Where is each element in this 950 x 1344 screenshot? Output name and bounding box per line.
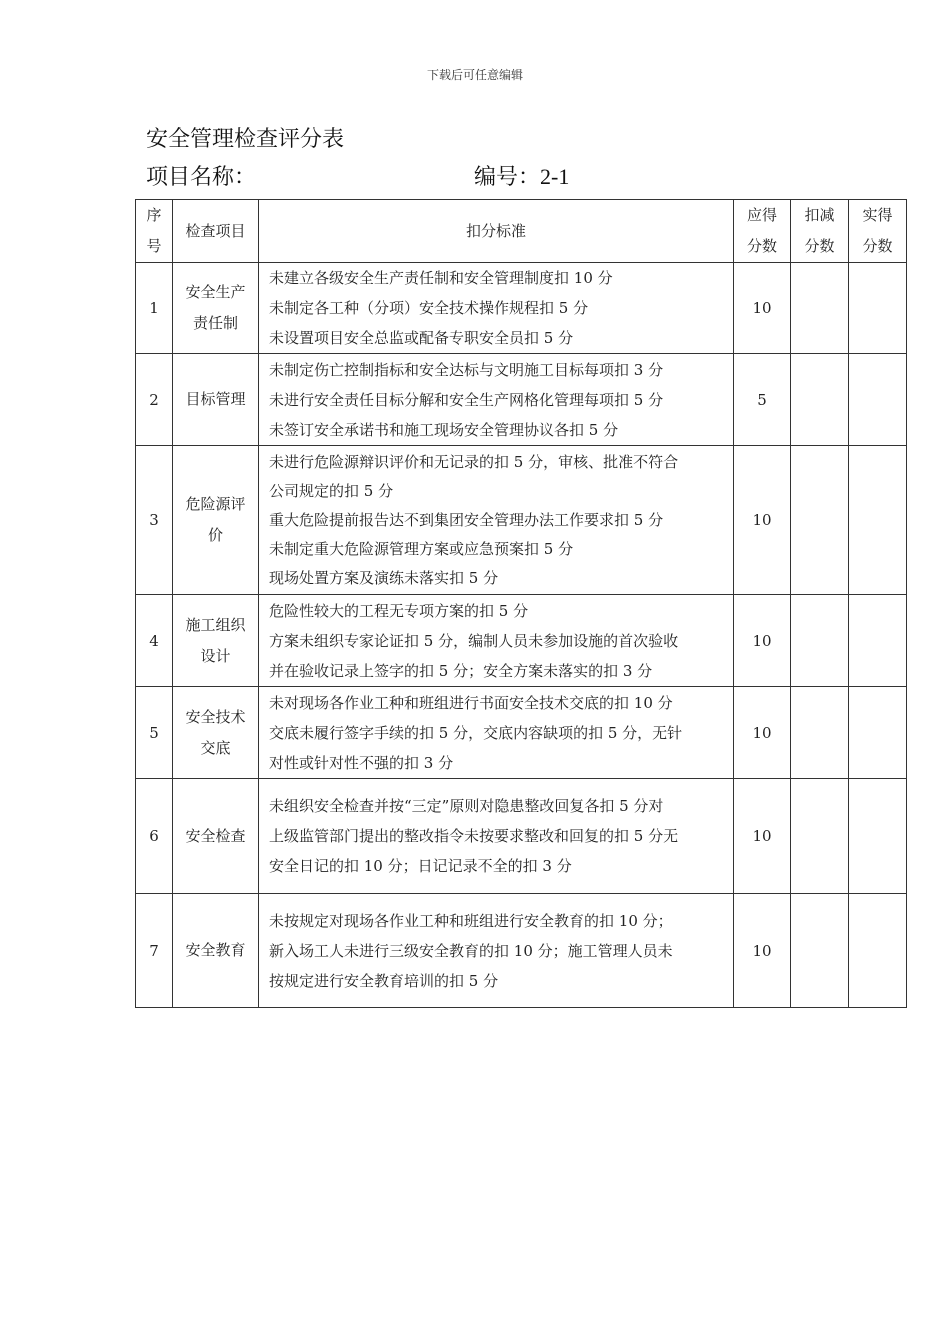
- header-should-score: [734, 200, 791, 263]
- row-actual-score: [849, 263, 907, 354]
- document-title: 安全管理检查评分表: [146, 127, 345, 152]
- row-should-score: 10: [734, 595, 791, 687]
- table-row: [136, 894, 907, 1008]
- standard-line: 未制定伤亡控制指标和安全达标与文明施工目标每项扣 3 分: [269, 360, 664, 379]
- table-header-row: [136, 200, 907, 263]
- row-index: 1: [136, 263, 173, 354]
- row-deduct-score: [791, 354, 849, 446]
- score-table: [135, 199, 907, 1008]
- row-item-line: 危险源评: [185, 495, 246, 513]
- row-item: [173, 263, 259, 354]
- standard-line: 未签订安全承诺书和施工现场安全管理协议各扣 5 分: [269, 420, 619, 439]
- standard-line: 未进行危险源辩识评价和无记录的扣 5 分，审核、批准不符合: [269, 452, 679, 471]
- row-actual-score: [849, 354, 907, 446]
- row-index: 6: [136, 779, 173, 894]
- header-deduct-line: 分数: [804, 237, 835, 255]
- header-actual-line: 分数: [862, 237, 893, 255]
- standard-line: 未制定各工种（分项）安全技术操作规程扣 5 分: [269, 299, 589, 317]
- standard-line: 未组织安全检查并按“三定”原则对隐患整改回复各扣 5 分对: [269, 797, 664, 815]
- row-item-line: 设计: [200, 646, 231, 665]
- table-row: [136, 779, 907, 894]
- row-actual-score: [849, 446, 907, 595]
- header-standard: 扣分标准: [259, 200, 734, 263]
- standard-line: 未进行安全责任目标分解和安全生产网格化管理每项扣 5 分: [269, 390, 664, 409]
- row-deduct-score: [791, 779, 849, 894]
- row-item-line: 安全技术: [185, 707, 246, 726]
- standard-line: 交底未履行签字手续的扣 5 分，交底内容缺项的扣 5 分，无针: [269, 723, 683, 742]
- table-row: [136, 446, 907, 595]
- row-item: [173, 595, 259, 687]
- row-actual-score: [849, 687, 907, 779]
- row-item-line: 交底: [200, 738, 231, 757]
- row-item-line: 价: [207, 526, 223, 544]
- standard-line: 未设置项目安全总监或配备专职安全员扣 5 分: [269, 329, 574, 347]
- row-index: 5: [136, 687, 173, 779]
- table-row: [136, 263, 907, 354]
- serial-number-value: 2-1: [540, 164, 570, 189]
- row-item: [173, 687, 259, 779]
- standard-line: 新入场工人未进行三级安全教育的扣 10 分；施工管理人员未: [269, 941, 673, 960]
- row-item-line: 施工组织: [185, 615, 246, 634]
- standard-line: 方案未组织专家论证扣 5 分，编制人员未参加设施的首次验收: [269, 631, 679, 650]
- row-index: 4: [136, 595, 173, 687]
- standard-line: 对性或针对性不强的扣 3 分: [269, 753, 454, 772]
- header-index-line: 序: [146, 206, 162, 224]
- row-should-score: 10: [734, 446, 791, 595]
- standard-line: 未对现场各作业工种和班组进行书面安全技术交底的扣 10 分: [269, 693, 673, 712]
- header-actual-line: 实得: [862, 206, 893, 224]
- standard-line: 安全日记的扣 10 分；日记记录不全的扣 3 分: [269, 857, 572, 875]
- row-index: 2: [136, 354, 173, 446]
- row-item-line: 责任制: [192, 314, 238, 332]
- table-row: [136, 354, 907, 446]
- standard-line: 并在验收记录上签字的扣 5 分；安全方案未落实的扣 3 分: [269, 661, 653, 680]
- row-should-score: 10: [734, 779, 791, 894]
- header-should-line: 分数: [746, 237, 777, 255]
- serial-number: [474, 160, 569, 191]
- standard-line: 上级监管部门提出的整改指令未按要求整改和回复的扣 5 分无: [269, 827, 679, 845]
- table-row: [136, 595, 907, 687]
- row-item: [173, 779, 259, 894]
- row-standard: [259, 446, 734, 595]
- row-actual-score: [849, 779, 907, 894]
- row-standard: [259, 354, 734, 446]
- standard-line: 未制定重大危险源管理方案或应急预案扣 5 分: [269, 539, 574, 558]
- row-standard: [259, 595, 734, 687]
- row-should-score: 10: [734, 263, 791, 354]
- header-item: 检查项目: [173, 200, 259, 263]
- standard-line: 现场处置方案及演练未落实扣 5 分: [269, 568, 499, 587]
- standard-line: 按规定进行安全教育培训的扣 5 分: [269, 971, 499, 990]
- standard-line: 公司规定的扣 5 分: [269, 481, 394, 500]
- row-standard: [259, 263, 734, 354]
- row-deduct-score: [791, 263, 849, 354]
- project-name-label: 项目名称：: [146, 165, 257, 190]
- row-deduct-score: [791, 446, 849, 595]
- row-item: [173, 354, 259, 446]
- standard-line: 未建立各级安全生产责任制和安全管理制度扣 10 分: [269, 269, 613, 287]
- row-item-line: 安全生产: [185, 283, 246, 301]
- header-actual-score: [849, 200, 907, 263]
- row-item-line: 目标管理: [185, 390, 246, 408]
- header-deduct-score: [791, 200, 849, 263]
- row-index: 3: [136, 446, 173, 595]
- header-index-line: 号: [146, 237, 162, 255]
- row-should-score: 5: [734, 354, 791, 446]
- row-should-score: 10: [734, 894, 791, 1008]
- standard-line: 重大危险提前报告达不到集团安全管理办法工作要求扣 5 分: [269, 510, 664, 529]
- table-row: [136, 687, 907, 779]
- header-note: 下载后可任意编辑: [426, 68, 523, 82]
- row-standard: [259, 894, 734, 1008]
- row-deduct-score: [791, 687, 849, 779]
- row-should-score: 10: [734, 687, 791, 779]
- row-deduct-score: [791, 595, 849, 687]
- row-item: [173, 894, 259, 1008]
- header-index: [136, 200, 173, 263]
- row-item-line: 安全教育: [185, 941, 246, 959]
- row-deduct-score: [791, 894, 849, 1008]
- row-index: 7: [136, 894, 173, 1008]
- standard-line: 危险性较大的工程无专项方案的扣 5 分: [269, 601, 529, 620]
- row-standard: [259, 779, 734, 894]
- header-should-line: 应得: [746, 206, 777, 224]
- row-actual-score: [849, 595, 907, 687]
- row-item-line: 安全检查: [185, 826, 246, 845]
- standard-line: 未按规定对现场各作业工种和班组进行安全教育的扣 10 分；: [269, 911, 673, 930]
- row-item: [173, 446, 259, 595]
- row-standard: [259, 687, 734, 779]
- serial-number-label: 编号：: [474, 165, 541, 190]
- header-deduct-line: 扣减: [804, 206, 835, 224]
- row-actual-score: [849, 894, 907, 1008]
